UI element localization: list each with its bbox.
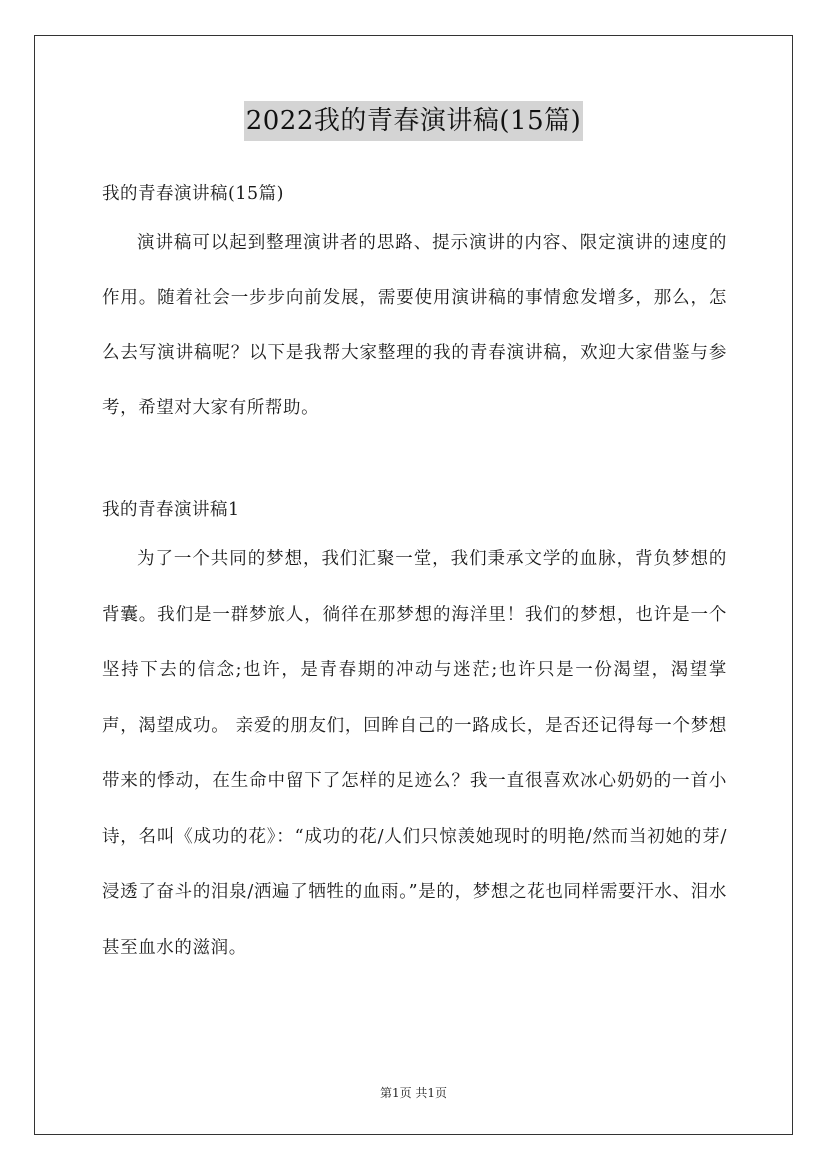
section-paragraph: 为了一个共同的梦想，我们汇聚一堂，我们秉承文学的血脉，背负梦想的背囊。我们是一群梦旅人，徜徉在那梦想的海洋里！我们的梦想，也许是一个坚持下去的信念;也许，是青春期的冲动与迷茫;也许只是一份渴望，渴望掌声，渴望成功。 亲爱的朋友们，回眸自己的一路成长，是否还记得每一个梦想带来的悸动，在生命中留下了怎样的足迹么？我一直很喜欢冰心奶奶的一首小诗，名叫《成功的花》：“成功的花/人们只惊羡她现时的明艳/然而当初她的芽/浸透了奋斗的泪泉/洒遍了牺牲的血雨。”是的，梦想之花也同样需要汗水、泪水甚至血水的滋润。 [102, 549, 727, 958]
document-subtitle: 我的青春演讲稿(15篇) [102, 184, 284, 204]
intro-paragraph: 演讲稿可以起到整理演讲者的思路、提示演讲的内容、限定演讲的速度的作用。随着社会一步步向前发展，需要使用演讲稿的事情愈发增多，那么，怎么去写演讲稿呢？以下是我帮大家整理的我的青春演讲稿，欢迎大家借鉴与参考，希望对大家有所帮助。 [102, 233, 727, 418]
section-heading: 我的青春演讲稿1 [102, 500, 240, 520]
title-container [0, 101, 827, 141]
document-title: 2022我的青春演讲稿(15篇) [244, 101, 584, 141]
document-body [102, 172, 727, 976]
section-spacer [102, 436, 727, 488]
page-footer: 第1页 共1页 [379, 1086, 448, 1100]
